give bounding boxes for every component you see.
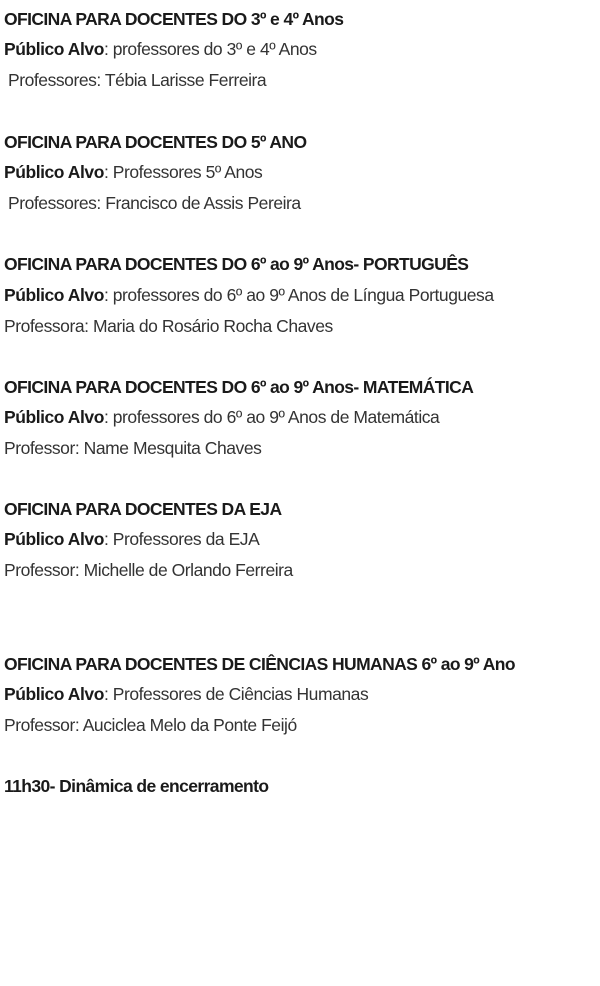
workshop-teacher: Professora: Maria do Rosário Rocha Chaves (4, 316, 333, 336)
audience-value: : professores do 3º e 4º Anos (103, 39, 317, 59)
workshop-title: OFICINA PARA DOCENTES DO 6º ao 9º Anos- MATEMÁTICA (4, 377, 474, 397)
audience-value: : Professores de Ciências Humanas (103, 684, 369, 704)
workshop-audience (4, 683, 368, 705)
workshop-audience (4, 161, 262, 183)
audience-value: : professores do 6º ao 9º Anos de Língua Portuguesa (103, 285, 494, 305)
workshop-teacher: Professores: Tébia Larisse Ferreira (8, 70, 267, 90)
audience-label: Público Alvo (4, 39, 104, 59)
workshop-teacher: Professor: Auciclea Melo da Ponte Feijó (4, 715, 297, 735)
audience-label: Público Alvo (4, 407, 104, 427)
workshop-title: OFICINA PARA DOCENTES DO 3º e 4º Anos (4, 9, 344, 29)
workshop-teacher: Professores: Francisco de Assis Pereira (8, 193, 301, 213)
audience-value: : professores do 6º ao 9º Anos de Matemática (103, 407, 440, 427)
workshop-title: OFICINA PARA DOCENTES DA EJA (4, 499, 282, 519)
audience-label: Público Alvo (4, 162, 104, 182)
workshop-title: OFICINA PARA DOCENTES DO 6º ao 9º Anos- PORTUGUÊS (4, 254, 469, 274)
workshop-audience (4, 284, 494, 306)
workshop-audience (4, 528, 259, 550)
workshop-title: OFICINA PARA DOCENTES DE CIÊNCIAS HUMANAS 6º ao 9º Ano (4, 654, 515, 674)
audience-value: : Professores da EJA (103, 529, 260, 549)
audience-value: : Professores 5º Anos (103, 162, 263, 182)
workshop-title: OFICINA PARA DOCENTES DO 5º ANO (4, 132, 307, 152)
audience-label: Público Alvo (4, 285, 104, 305)
closing-activity: 11h30- Dinâmica de encerramento (4, 776, 269, 796)
workshop-audience (4, 406, 439, 428)
audience-label: Público Alvo (4, 684, 104, 704)
workshop-teacher: Professor: Name Mesquita Chaves (4, 438, 262, 458)
audience-label: Público Alvo (4, 529, 104, 549)
workshop-teacher: Professor: Michelle de Orlando Ferreira (4, 560, 293, 580)
workshop-audience (4, 38, 317, 60)
